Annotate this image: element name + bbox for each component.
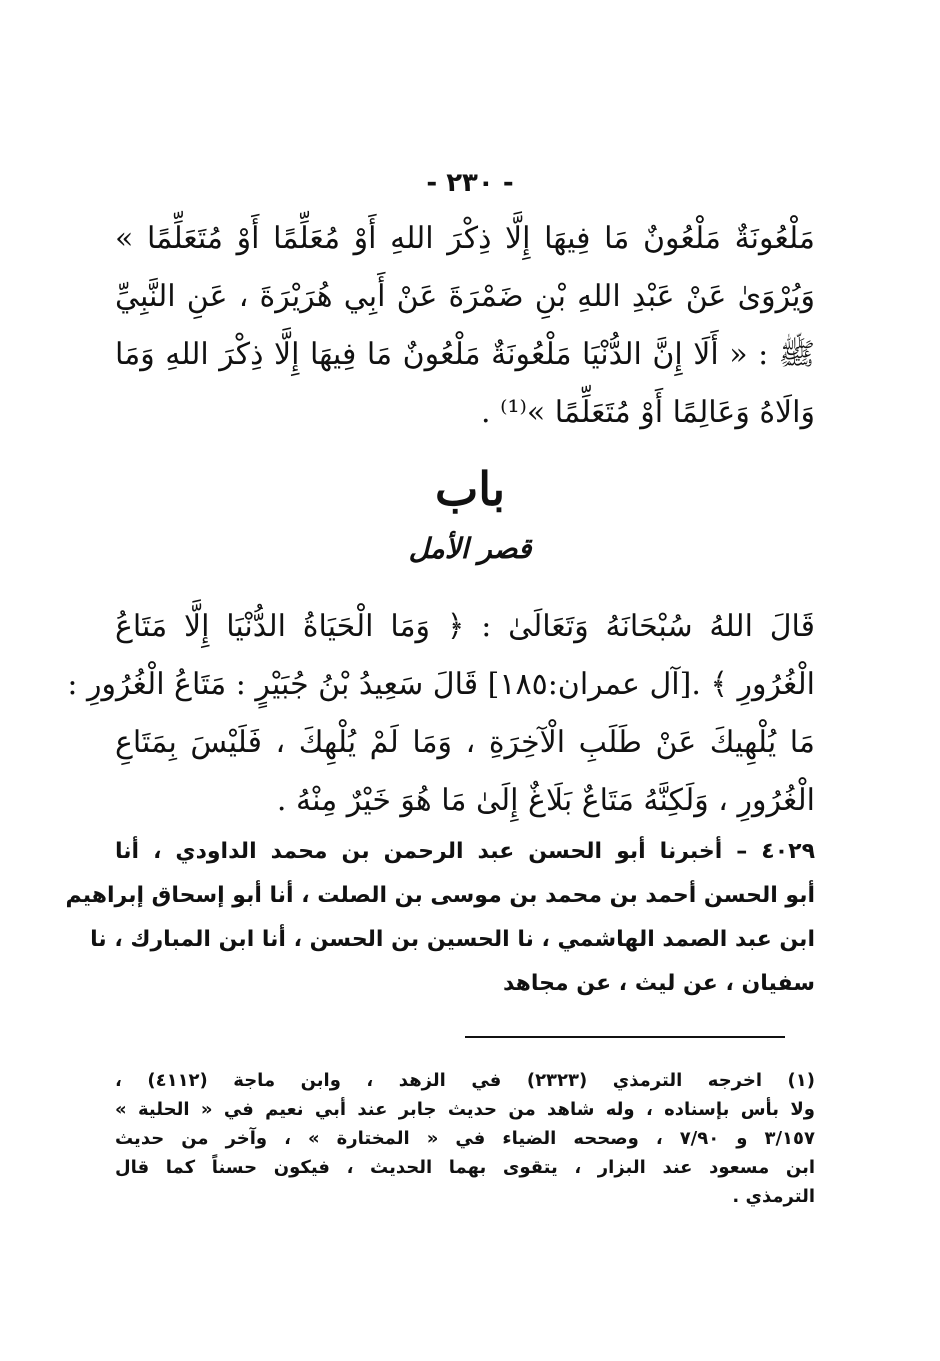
footnote-line: ٣/١٥٧ و ٧/٩٠ ، وصححه الضياء في « المختارة » ، وآخر من حديث [115, 1128, 815, 1149]
hadith-chain-paragraph [65, 830, 815, 1006]
text-line: مَا يُلْهِيكَ عَنْ طَلَبِ الْآخِرَةِ ، وَمَا لَمْ يُلْهِكَ ، فَلَيْسَ بِمَتَاعِ [115, 725, 815, 760]
footnote-line: ابن مسعود عند البزار ، يتقوى بهما الحديث ، فيكون حسناً كما قال [115, 1157, 815, 1178]
chapter-subtitle: قصر الأمل [408, 532, 532, 565]
continuation-paragraph [115, 210, 815, 442]
text-line: الْغُرُورِ ، وَلَكِنَّهُ مَتَاعٌ بَلَاغٌ إِلَىٰ مَا هُوَ خَيْرٌ مِنْهُ . [276, 783, 815, 818]
text-line: أبو الحسن أحمد بن محمد بن موسى بن الصلت ، أنا أبو إسحاق إبراهيم [65, 883, 815, 908]
text-line: وَالَاهُ وَعَالِمًا أَوْ مُتَعَلِّمًا »⁽¹⁾ . [481, 395, 815, 430]
text-line: مَلْعُونَةٌ مَلْعُونٌ مَا فِيهَا إِلَّا ذِكْرَ اللهِ أَوْ مُعَلِّمًا أَوْ مُتَعَلِّمًا » [115, 221, 815, 256]
footnote [115, 1066, 815, 1211]
footnote-line: (١) اخرجه الترمذي (٢٣٢٣) في الزهد ، وابن ماجة (٤١١٢) ، [115, 1070, 815, 1091]
page-number: - ٢٣٠ - [426, 168, 514, 198]
chapter-intro-paragraph [67, 598, 815, 830]
footnote-divider [465, 1036, 785, 1038]
text-line: ابن عبد الصمد الهاشمي ، نا الحسين بن الحسن ، أنا ابن المبارك ، نا [90, 927, 815, 952]
text-line: وَيُرْوَىٰ عَنْ عَبْدِ اللهِ بْنِ ضَمْرَةَ عَنْ أَبِي هُرَيْرَةَ ، عَنِ النَّبِيِّ [115, 279, 815, 314]
text-line: الْغُرُورِ ﴾ .[آل عمران:١٨٥] قَالَ سَعِيدُ بْنُ جُبَيْرٍ : مَتَاعُ الْغُرُورِ : [67, 667, 815, 702]
text-line: سفيان ، عن ليث ، عن مجاهد [502, 971, 815, 996]
text-line: ٤٠٢٩ – أخبرنا أبو الحسن عبد الرحمن بن محمد الداودي ، أنا [115, 839, 815, 864]
footnote-line: الترمذي . [732, 1186, 815, 1207]
text-line: قَالَ اللهُ سُبْحَانَهُ وَتَعَالَىٰ : ﴿ وَمَا الْحَيَاةُ الدُّنْيَا إِلَّا مَتَاعُ [115, 609, 815, 644]
chapter-title: باب [434, 462, 506, 516]
footnote-line: ولا بأس بإسناده ، وله شاهد من حديث جابر عند أبي نعيم في « الحلية » [115, 1099, 815, 1120]
text-line: ﷺ : « أَلَا إِنَّ الدُّنْيَا مَلْعُونَةٌ مَلْعُونٌ مَا فِيهَا إِلَّا ذِكْرَ اللهِ وَمَا [115, 337, 815, 372]
